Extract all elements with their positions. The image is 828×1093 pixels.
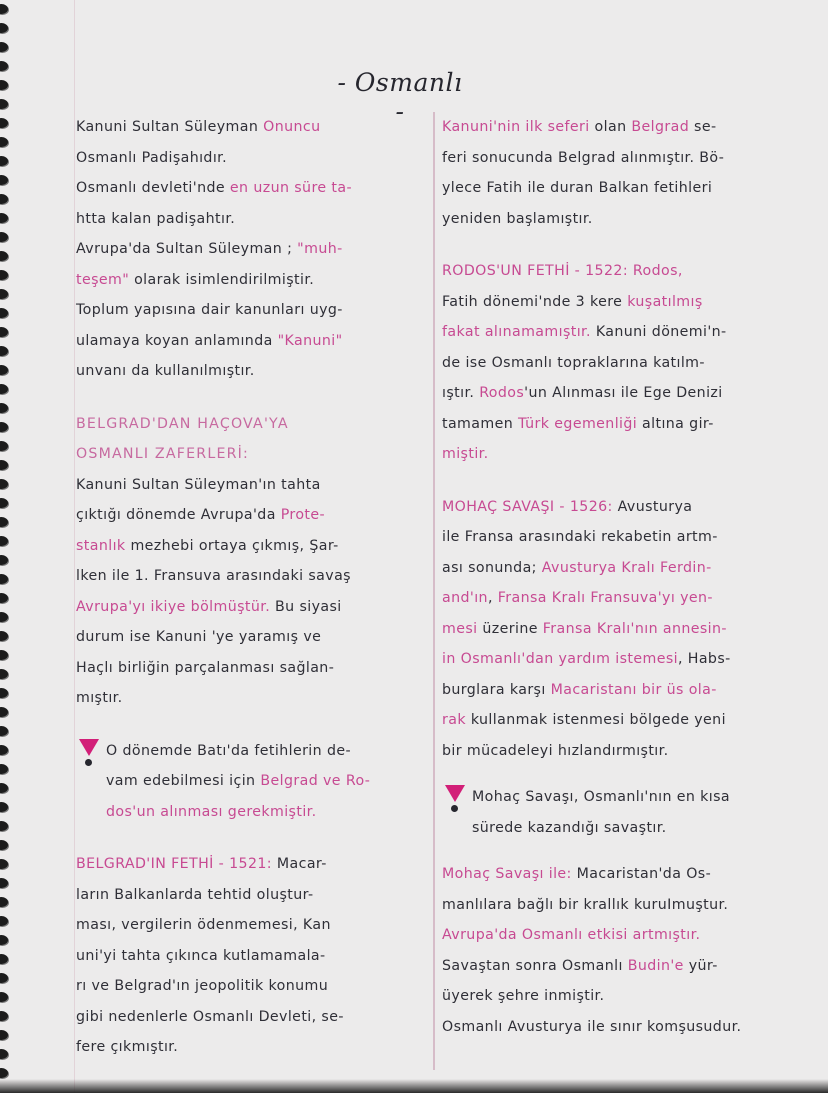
text-line <box>76 112 426 143</box>
section-heading: OSMANLI ZAFERLERİ: <box>76 446 250 462</box>
text-line <box>442 439 810 470</box>
highlight-text: Rodos, <box>632 263 683 279</box>
text-line <box>76 531 426 562</box>
exclamation-icon <box>445 785 465 811</box>
text-line <box>76 234 426 265</box>
plain-text: tamamen <box>442 415 519 432</box>
text-line <box>442 204 810 235</box>
plain-text: mıştır. <box>76 690 123 706</box>
text-line <box>76 1032 426 1063</box>
belgrad-section <box>76 849 426 1063</box>
plain-text: altına gir- <box>637 415 714 432</box>
text-line <box>442 256 810 287</box>
highlight-text: Onuncu <box>263 119 321 135</box>
text-line <box>76 849 426 880</box>
text-line <box>76 143 426 174</box>
exclamation-icon <box>79 739 99 765</box>
plain-text: Avusturya <box>612 498 693 515</box>
plain-text: Bu siyasi <box>270 598 342 615</box>
note-text <box>472 782 810 843</box>
plain-text: bir mücadeleyi hızlandırmıştır. <box>442 742 669 759</box>
text-line <box>442 553 810 584</box>
plain-text: Haçlı birliğin parçalanması sağlan- <box>76 659 335 676</box>
highlight-text: stanlık <box>76 537 126 554</box>
plain-text: 'un Alınması ile Ege Denizi <box>524 385 723 401</box>
highlight-text: MOHAÇ SAVAŞI - 1526: <box>442 498 613 515</box>
highlight-text: "muh- <box>297 241 343 257</box>
plain-text: , <box>487 590 498 606</box>
rodos-section <box>442 256 810 470</box>
plain-text: sürede kazandığı savaştır. <box>472 819 667 836</box>
highlight-text: BELGRAD'IN FETHİ - 1521: <box>76 856 272 872</box>
plain-text: Kanuni Sultan Süleyman'ın tahta <box>76 476 321 493</box>
text-line <box>76 500 426 531</box>
highlight-text: Belgrad <box>631 119 690 135</box>
plain-text: se- <box>689 119 717 135</box>
plain-text: feri sonucunda Belgrad alınmıştır. Bö- <box>442 149 725 166</box>
highlight-text: rak <box>442 712 466 728</box>
highlight-text: Fransa Kralı Fransuva'yı yen- <box>497 590 713 606</box>
plain-text: Osmanlı Avusturya ile sınır komşusudur. <box>442 1018 742 1035</box>
plain-text: durum ise Kanuni 'ye yaramış ve <box>76 629 322 645</box>
text-line <box>442 378 810 409</box>
text-line <box>76 653 426 684</box>
column-divider <box>433 112 435 1070</box>
text-line <box>442 583 810 614</box>
plain-text: çıktığı dönemde Avrupa'da <box>76 507 281 523</box>
intro-section <box>76 112 426 387</box>
plain-text: mezhebi ortaya çıkmış, Şar- <box>125 537 339 554</box>
plain-text: Osmanlı devleti'nde <box>76 180 230 196</box>
plain-text: ların Balkanlarda tehtid oluştur- <box>76 886 314 903</box>
plain-text: ylece Fatih ile duran Balkan fetihleri <box>442 180 713 196</box>
text-line <box>76 173 426 204</box>
text-line <box>76 971 426 1002</box>
plain-text: unvanı da kullanılmıştır. <box>76 363 255 379</box>
page-edge-shadow <box>0 1079 828 1093</box>
text-line <box>442 173 810 204</box>
plain-text: üzerine <box>477 620 543 637</box>
plain-text: olarak isimlendirilmiştir. <box>129 271 315 288</box>
text-line <box>76 880 426 911</box>
highlight-text: and'ın <box>442 590 488 606</box>
plain-text: O dönemde Batı'da fetihlerin de- <box>106 742 352 759</box>
text-line <box>442 981 810 1012</box>
section-heading: BELGRAD'DAN HAÇOVA'YA <box>76 415 289 432</box>
highlight-text: fakat alınamamıştır. <box>442 324 591 340</box>
plain-text: Osmanlı Padişahıdır. <box>76 149 228 166</box>
text-line <box>76 561 426 592</box>
highlight-text: "Kanuni" <box>277 332 343 349</box>
plain-text: kullanmak istenmesi bölgede yeni <box>465 712 726 728</box>
plain-text: uni'yi tahta çıkınca kutlamamala- <box>76 947 326 964</box>
plain-text: rı ve Belgrad'ın jeopolitik konumu <box>76 978 329 994</box>
text-line <box>442 348 810 379</box>
plain-text: üyerek şehre inmiştir. <box>442 988 605 1004</box>
text-line <box>76 683 426 714</box>
plain-text: lken ile 1. Fransuva arasındaki savaş <box>76 568 351 584</box>
highlight-text: Kanuni'nin ilk seferi <box>442 119 590 135</box>
plain-text: htta kalan padişahtır. <box>76 210 236 227</box>
plain-text: fere çıkmıştır. <box>76 1039 179 1055</box>
text-line <box>76 622 426 653</box>
text-line <box>76 470 426 501</box>
highlight-text: Belgrad ve Ro- <box>260 773 371 789</box>
highlight-text: kuşatılmış <box>627 293 703 310</box>
plain-text: olan <box>589 119 632 135</box>
text-line <box>76 356 426 387</box>
plain-text: Avrupa'da Sultan Süleyman ; <box>76 241 298 257</box>
plain-text: ulamaya koyan anlamında <box>76 332 278 349</box>
plain-text: de ise Osmanlı topraklarına katılm- <box>442 354 705 371</box>
plain-text: gibi nedenlerle Osmanlı Devleti, se- <box>76 1008 344 1025</box>
highlight-text: Prote- <box>280 507 326 523</box>
zaferler-section <box>76 470 426 714</box>
text-line <box>442 890 810 921</box>
plain-text: ıştır. <box>442 385 480 401</box>
belgrad-result-section <box>442 112 810 234</box>
text-line <box>106 797 426 828</box>
text-line <box>442 112 810 143</box>
page-title: - Osmanlı - <box>337 68 463 126</box>
highlight-text: teşem" <box>76 271 130 288</box>
text-line <box>442 859 810 890</box>
spiral-binding <box>0 0 14 1093</box>
plain-text: Macaristan'da Os- <box>571 866 712 882</box>
text-line <box>442 920 810 951</box>
highlight-text: Rodos <box>479 385 525 401</box>
text-line <box>106 736 426 767</box>
plain-text: ması, vergilerin ödenmemesi, Kan <box>76 917 331 933</box>
important-note <box>442 782 810 843</box>
right-column <box>442 112 810 1042</box>
highlight-text: Budin'e <box>627 957 684 974</box>
highlight-text: in Osmanlı'dan yardım istemesi <box>442 651 678 667</box>
text-line <box>76 295 426 326</box>
mohac-section <box>442 492 810 767</box>
plain-text: manlılara bağlı bir krallık kuruImuştur. <box>442 896 729 913</box>
highlight-text: RODOS'UN FETHİ - 1522: <box>442 263 628 279</box>
highlight-text: Avusturya Kralı Ferdin- <box>541 559 712 576</box>
text-line <box>442 736 810 767</box>
highlight-text: Avrupa'da Osmanlı etkisi artmıştır. <box>442 927 701 943</box>
highlight-text: Türk egemenliği <box>518 415 638 432</box>
text-line <box>442 492 810 523</box>
plain-text: Kanuni dönemi'n- <box>590 324 727 340</box>
text-line <box>76 941 426 972</box>
highlight-text: Mohaç Savaşı ile: <box>442 866 572 882</box>
plain-text: Savaştan sonra Osmanlı <box>442 957 628 974</box>
text-line <box>442 522 810 553</box>
highlight-text: Avrupa'yı ikiye bölmüştür. <box>76 598 271 615</box>
plain-text: vam edebilmesi için <box>106 773 261 789</box>
text-line <box>76 592 426 623</box>
text-line <box>442 317 810 348</box>
text-line <box>76 910 426 941</box>
highlight-text: Fransa Kralı'nın annesin- <box>542 620 727 637</box>
text-line <box>442 951 810 982</box>
plain-text: Macar- <box>271 856 327 872</box>
text-line <box>442 287 810 318</box>
plain-text: , Habs- <box>677 651 731 667</box>
mohac-result-section <box>442 859 810 1042</box>
margin-line <box>74 0 75 1093</box>
text-line <box>442 1012 810 1043</box>
note-text <box>106 736 426 828</box>
text-line <box>76 204 426 235</box>
plain-text: burglara karşı <box>442 681 551 698</box>
text-line <box>442 644 810 675</box>
text-line <box>442 614 810 645</box>
plain-text: yür- <box>683 957 718 974</box>
plain-text: yeniden başlamıştır. <box>442 210 593 227</box>
important-note <box>76 736 426 828</box>
plain-text: Fatih dönemi'nde 3 kere <box>442 293 628 310</box>
text-line <box>442 675 810 706</box>
text-line <box>472 782 810 813</box>
text-line <box>76 265 426 296</box>
highlight-text: mesi <box>442 620 478 637</box>
text-line <box>76 1002 426 1033</box>
text-line <box>106 766 426 797</box>
text-line <box>442 409 810 440</box>
highlight-text: Macaristanı bir üs ola- <box>550 681 717 698</box>
text-line <box>442 705 810 736</box>
text-line <box>76 326 426 357</box>
highlight-text: en uzun süre ta- <box>229 180 352 196</box>
text-line <box>472 813 810 844</box>
plain-text: Kanuni Sultan Süleyman <box>76 119 264 135</box>
plain-text: ası sonunda; <box>442 559 542 576</box>
highlight-text: dos'un alınması gerekmiştir. <box>106 803 317 820</box>
plain-text: Mohaç Savaşı, Osmanlı'nın en kısa <box>472 789 731 805</box>
left-column <box>76 112 426 1063</box>
highlight-text: miştir. <box>442 446 489 462</box>
plain-text: Toplum yapısına dair kanunları uyg- <box>76 302 343 318</box>
plain-text: ile Fransa arasındaki rekabetin artm- <box>442 529 718 545</box>
text-line <box>442 143 810 174</box>
